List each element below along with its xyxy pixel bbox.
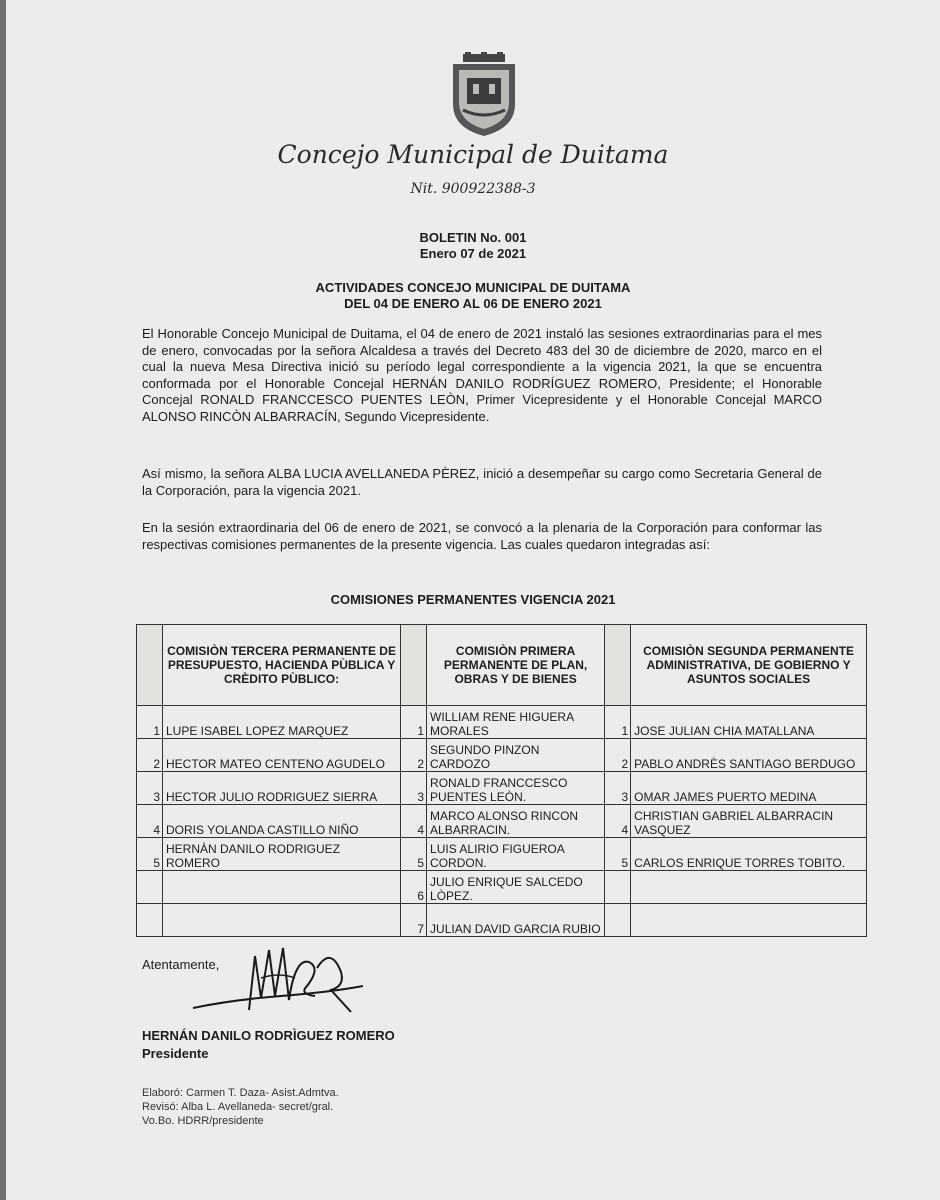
row-number: 2 [605, 739, 631, 772]
row-number: 6 [401, 871, 427, 904]
member-name: DORIS YOLANDA CASTILLO NIÑO [163, 805, 401, 838]
member-name: LUPE ISABEL LOPEZ MARQUEZ [163, 706, 401, 739]
member-name: SEGUNDO PINZON CARDOZO [427, 739, 605, 772]
row-number: 2 [401, 739, 427, 772]
table-row [137, 805, 867, 838]
row-number: 3 [605, 772, 631, 805]
table-row [137, 772, 867, 805]
header-commission-third: COMISIÒN TERCERA PERMANENTE DE PRESUPUESTO, HACIENDA PÙBLICA Y CRÈDITO PÙBLICO: [163, 625, 401, 706]
row-number: 5 [401, 838, 427, 871]
municipal-seal-icon [449, 52, 519, 138]
table-row [137, 838, 867, 871]
header-num-cell [605, 625, 631, 706]
header-num-cell [401, 625, 427, 706]
row-number: 3 [401, 772, 427, 805]
signer-title: Presidente [142, 1046, 209, 1061]
row-number: 1 [137, 706, 163, 739]
row-number: 1 [401, 706, 427, 739]
signature-block [142, 1027, 395, 1063]
row-number: 2 [137, 739, 163, 772]
member-name: JULIAN DAVID GARCIA RUBIO [427, 904, 605, 937]
table-header-row [137, 625, 867, 706]
salutation: Atentamente, [142, 957, 220, 972]
row-number: 4 [401, 805, 427, 838]
member-name: OMAR JAMES PUERTO MEDINA [631, 772, 867, 805]
member-name: MARCO ALONSO RINCON ALBARRACIN. [427, 805, 605, 838]
member-name: HECTOR MATEO CENTENO AGUDELO [163, 739, 401, 772]
paragraph-1: El Honorable Concejo Municipal de Duitama, el 04 de enero de 2021 instaló las sesiones extraordinarias para el mes de enero, convocadas por la señora Alcaldesa a través del Decreto 483 del 30 de diciembre de 2020, marco en el cual la nueva Mesa Directiva inició su período legal correspondiente a la vigencia 2021, la que se encuentra conformada por el Honorable Concejal HERNÁN DANILO RODRÍGUEZ ROMERO, Presidente; el Honorable Concejal RONALD FRANCCESCO PUENTES LEÒN, Primer Vicepresidente y el Honorable Concejal MARCO ALONSO RINCÒN ALBARRACÍN, Segundo Vicepresidente. [142, 326, 822, 424]
row-number [605, 871, 631, 904]
header-num-cell [137, 625, 163, 706]
table-row [137, 904, 867, 937]
row-number: 7 [401, 904, 427, 937]
table-row [137, 739, 867, 772]
signer-name: HERNÁN DANILO RODRÌGUEZ ROMERO [142, 1028, 395, 1043]
row-number: 1 [605, 706, 631, 739]
member-name: CHRISTIAN GABRIEL ALBARRACIN VASQUEZ [631, 805, 867, 838]
row-number [137, 871, 163, 904]
paragraph-2: Así mismo, la señora ALBA LUCIA AVELLANEDA PÈREZ, inició a desempeñar su cargo como Secretaria General de la Corporación, para la vigencia 2021. [142, 466, 822, 498]
bulletin-date: Enero 07 de 2021 [419, 246, 527, 261]
footer-vobo: Vo.Bo. HDRR/presidente [142, 1115, 264, 1127]
row-number [605, 904, 631, 937]
member-name: CARLOS ENRIQUE TORRES TOBITO. [631, 838, 867, 871]
member-name: WILLIAM RENE HIGUERA MORALES [427, 706, 605, 739]
council-nit: Nit. 900922388-3 [410, 181, 536, 197]
table-row [137, 871, 867, 904]
member-name: HECTOR JULIO RODRIGUEZ SIERRA [163, 772, 401, 805]
member-name: PABLO ANDRÈS SANTIAGO BERDUGO [631, 739, 867, 772]
member-name: HERNÀN DANILO RODRIGUEZ ROMERO [163, 838, 401, 871]
document-page [6, 0, 940, 1200]
header-commission-second: COMISIÒN SEGUNDA PERMANENTE ADMINISTRATIVA, DE GOBIERNO Y ASUNTOS SOCIALES [631, 625, 867, 706]
row-number: 5 [605, 838, 631, 871]
title-line-2: DEL 04 DE ENERO AL 06 DE ENERO 2021 [344, 296, 602, 311]
row-number: 4 [137, 805, 163, 838]
document-footer [142, 1086, 339, 1128]
member-name [631, 871, 867, 904]
member-name: LUIS ALIRIO FIGUEROA CORDON. [427, 838, 605, 871]
member-name: JULIO ENRIQUE SALCEDO LÒPEZ. [427, 871, 605, 904]
row-number [137, 904, 163, 937]
council-name: Concejo Municipal de Duitama [277, 140, 669, 169]
commissions-table [136, 624, 867, 937]
member-name [631, 904, 867, 937]
member-name: RONALD FRANCCESCO PUENTES LEÒN. [427, 772, 605, 805]
row-number: 5 [137, 838, 163, 871]
row-number: 3 [137, 772, 163, 805]
footer-reviso: Revisó: Alba L. Avellaneda- secret/gral. [142, 1101, 334, 1113]
table-title: COMISIONES PERMANENTES VIGENCIA 2021 [330, 592, 616, 607]
member-name [163, 904, 401, 937]
table-row [137, 706, 867, 739]
bulletin-number: BOLETIN No. 001 [419, 230, 527, 245]
row-number: 4 [605, 805, 631, 838]
member-name: JOSE JULIAN CHIA MATALLANA [631, 706, 867, 739]
member-name [163, 871, 401, 904]
handwritten-signature [191, 938, 366, 1023]
paragraph-3: En la sesión extraordinaria del 06 de enero de 2021, se convocó a la plenaria de la Corporación para conformar las respectivas comisiones permanentes de la presente vigencia. Las cuales quedaron integradas así: [142, 520, 822, 552]
title-line-1: ACTIVIDADES CONCEJO MUNICIPAL DE DUITAMA [315, 280, 631, 295]
footer-elaboro: Elaboró: Carmen T. Daza- Asist.Admtva. [142, 1087, 339, 1099]
header-commission-first: COMISIÒN PRIMERA PERMANENTE DE PLAN, OBRAS Y DE BIENES [427, 625, 605, 706]
